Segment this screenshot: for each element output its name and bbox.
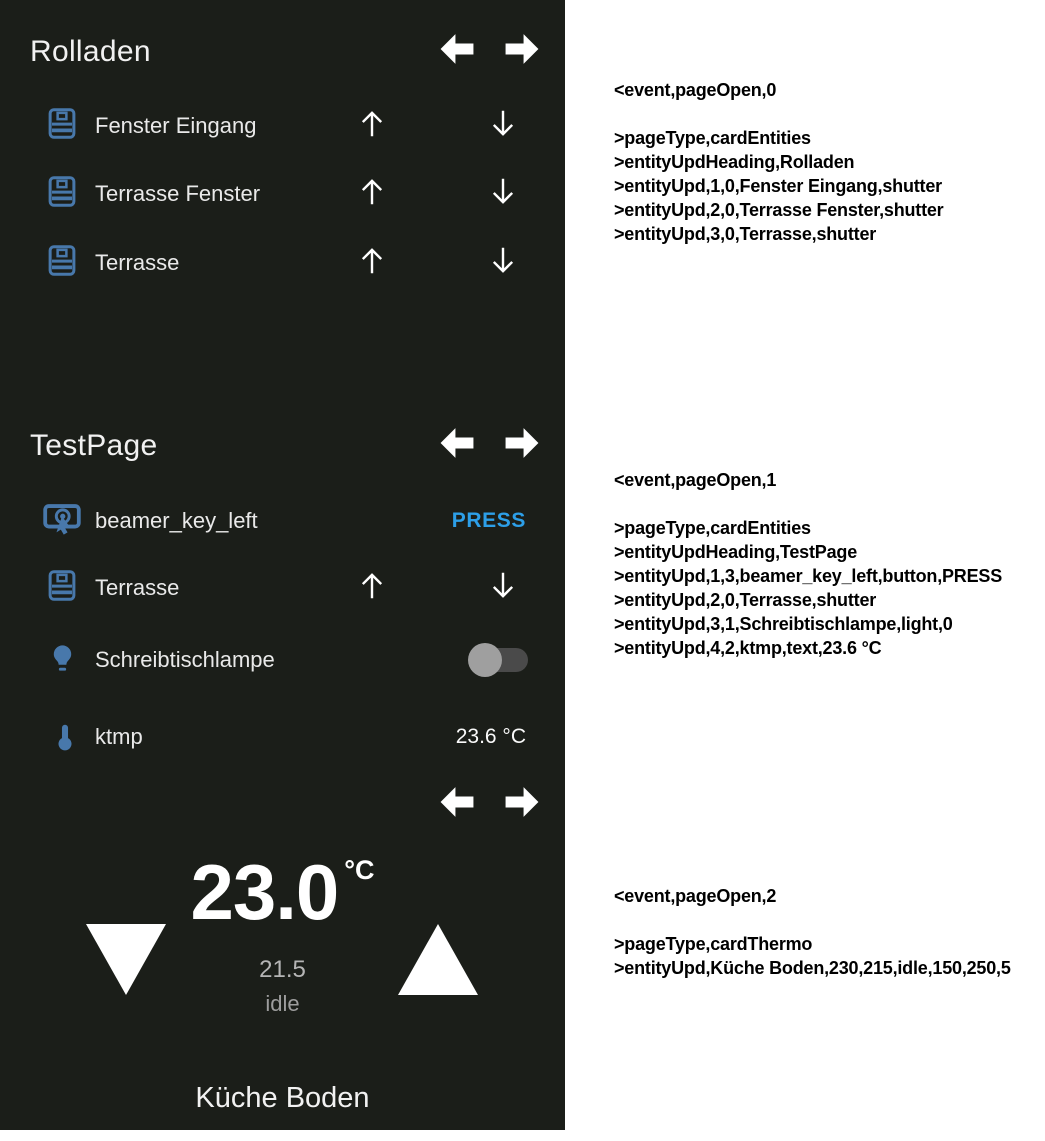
protocol-gap — [614, 102, 944, 126]
shutter-up-button[interactable] — [355, 175, 389, 214]
entity-row — [0, 709, 565, 765]
lightbulb-icon — [48, 641, 77, 680]
nav-prev-button[interactable] — [438, 425, 476, 461]
shutter-icon — [47, 244, 77, 283]
nav-next-button[interactable] — [503, 425, 541, 461]
protocol-line: >entityUpdHeading,Rolladen — [614, 152, 855, 172]
arrow-down-icon — [486, 175, 520, 209]
thermometer-icon — [52, 718, 78, 757]
page-heading: Rolladen — [30, 35, 151, 68]
protocol-line: >entityUpd,3,1,Schreibtischlampe,light,0 — [614, 614, 953, 634]
entity-row — [0, 166, 565, 222]
entity-row — [0, 493, 565, 549]
entity-label: Fenster Eingang — [95, 113, 257, 138]
protocol-block — [614, 78, 944, 246]
shutter-icon — [47, 175, 77, 214]
arrow-right-icon — [503, 784, 541, 820]
nav-prev-button[interactable] — [438, 784, 476, 820]
protocol-line: >entityUpd,2,0,Terrasse,shutter — [614, 590, 877, 610]
entity-label: Terrasse — [95, 575, 180, 600]
shutter-down-button[interactable] — [486, 244, 520, 283]
entity-label: Schreibtischlampe — [95, 647, 275, 672]
page-heading: TestPage — [30, 429, 158, 462]
arrow-right-icon — [503, 31, 541, 67]
page-nav — [438, 784, 541, 820]
current-temp-display — [0, 848, 565, 936]
page-nav — [438, 31, 541, 67]
protocol-line: >pageType,cardEntities — [614, 518, 811, 538]
protocol-line: >pageType,cardThermo — [614, 934, 813, 954]
protocol-event-line: <event,pageOpen,0 — [614, 80, 777, 100]
shutter-icon — [47, 569, 77, 608]
shutter-icon — [47, 107, 77, 146]
protocol-line: >entityUpdHeading,TestPage — [614, 542, 858, 562]
page-nav — [438, 425, 541, 461]
entity-row — [0, 632, 565, 688]
arrow-up-icon — [355, 569, 389, 603]
protocol-line: >entityUpd,4,2,ktmp,text,23.6 °C — [614, 638, 882, 658]
shutter-up-button[interactable] — [355, 244, 389, 283]
protocol-block — [614, 884, 1011, 980]
arrow-down-icon — [486, 569, 520, 603]
target-temp-value: 21.5 — [259, 956, 306, 983]
entity-label: ktmp — [95, 724, 143, 749]
shutter-down-button[interactable] — [486, 107, 520, 146]
entity-row — [0, 235, 565, 291]
press-button[interactable]: PRESS — [451, 509, 526, 532]
protocol-line: >entityUpd,1,0,Fenster Eingang,shutter — [614, 176, 942, 196]
nav-next-button[interactable] — [503, 784, 541, 820]
protocol-line: >entityUpd,2,0,Terrasse Fenster,shutter — [614, 200, 944, 220]
arrow-up-icon — [355, 244, 389, 278]
temp-unit: °C — [344, 855, 375, 885]
thermo-title: Küche Boden — [195, 1082, 370, 1114]
protocol-event-line: <event,pageOpen,2 — [614, 886, 777, 906]
protocol-line: >entityUpd,1,3,beamer_key_left,button,PRESS — [614, 566, 1003, 586]
shutter-up-button[interactable] — [355, 107, 389, 146]
protocol-event-line: <event,pageOpen,1 — [614, 470, 777, 490]
entity-label: Terrasse Fenster — [95, 181, 261, 206]
current-temp-value: 23.0 — [190, 848, 339, 936]
gesture-tap-icon — [43, 501, 81, 542]
arrow-right-icon — [503, 425, 541, 461]
hvac-state: idle — [265, 991, 300, 1016]
protocol-line: >pageType,cardEntities — [614, 128, 811, 148]
protocol-line: >entityUpd,Küche Boden,230,215,idle,150,250,5 — [614, 958, 1011, 978]
protocol-gap — [614, 492, 1002, 516]
protocol-gap — [614, 908, 1011, 932]
protocol-line: >entityUpd,3,0,Terrasse,shutter — [614, 224, 877, 244]
sensor-value: 23.6 °C — [455, 725, 526, 748]
shutter-up-button[interactable] — [355, 569, 389, 608]
nav-prev-button[interactable] — [438, 31, 476, 67]
entity-row — [0, 98, 565, 154]
arrow-left-icon — [438, 784, 476, 820]
protocol-block — [614, 468, 1002, 660]
entity-row — [0, 560, 565, 616]
toggle-knob — [468, 643, 502, 677]
nav-next-button[interactable] — [503, 31, 541, 67]
shutter-down-button[interactable] — [486, 175, 520, 214]
arrow-up-icon — [355, 107, 389, 141]
light-toggle[interactable] — [468, 643, 528, 677]
arrow-down-icon — [486, 107, 520, 141]
arrow-down-icon — [486, 244, 520, 278]
arrow-up-icon — [355, 175, 389, 209]
shutter-down-button[interactable] — [486, 569, 520, 608]
arrow-left-icon — [438, 425, 476, 461]
entity-label: beamer_key_left — [95, 508, 258, 533]
entity-label: Terrasse — [95, 250, 180, 275]
arrow-left-icon — [438, 31, 476, 67]
